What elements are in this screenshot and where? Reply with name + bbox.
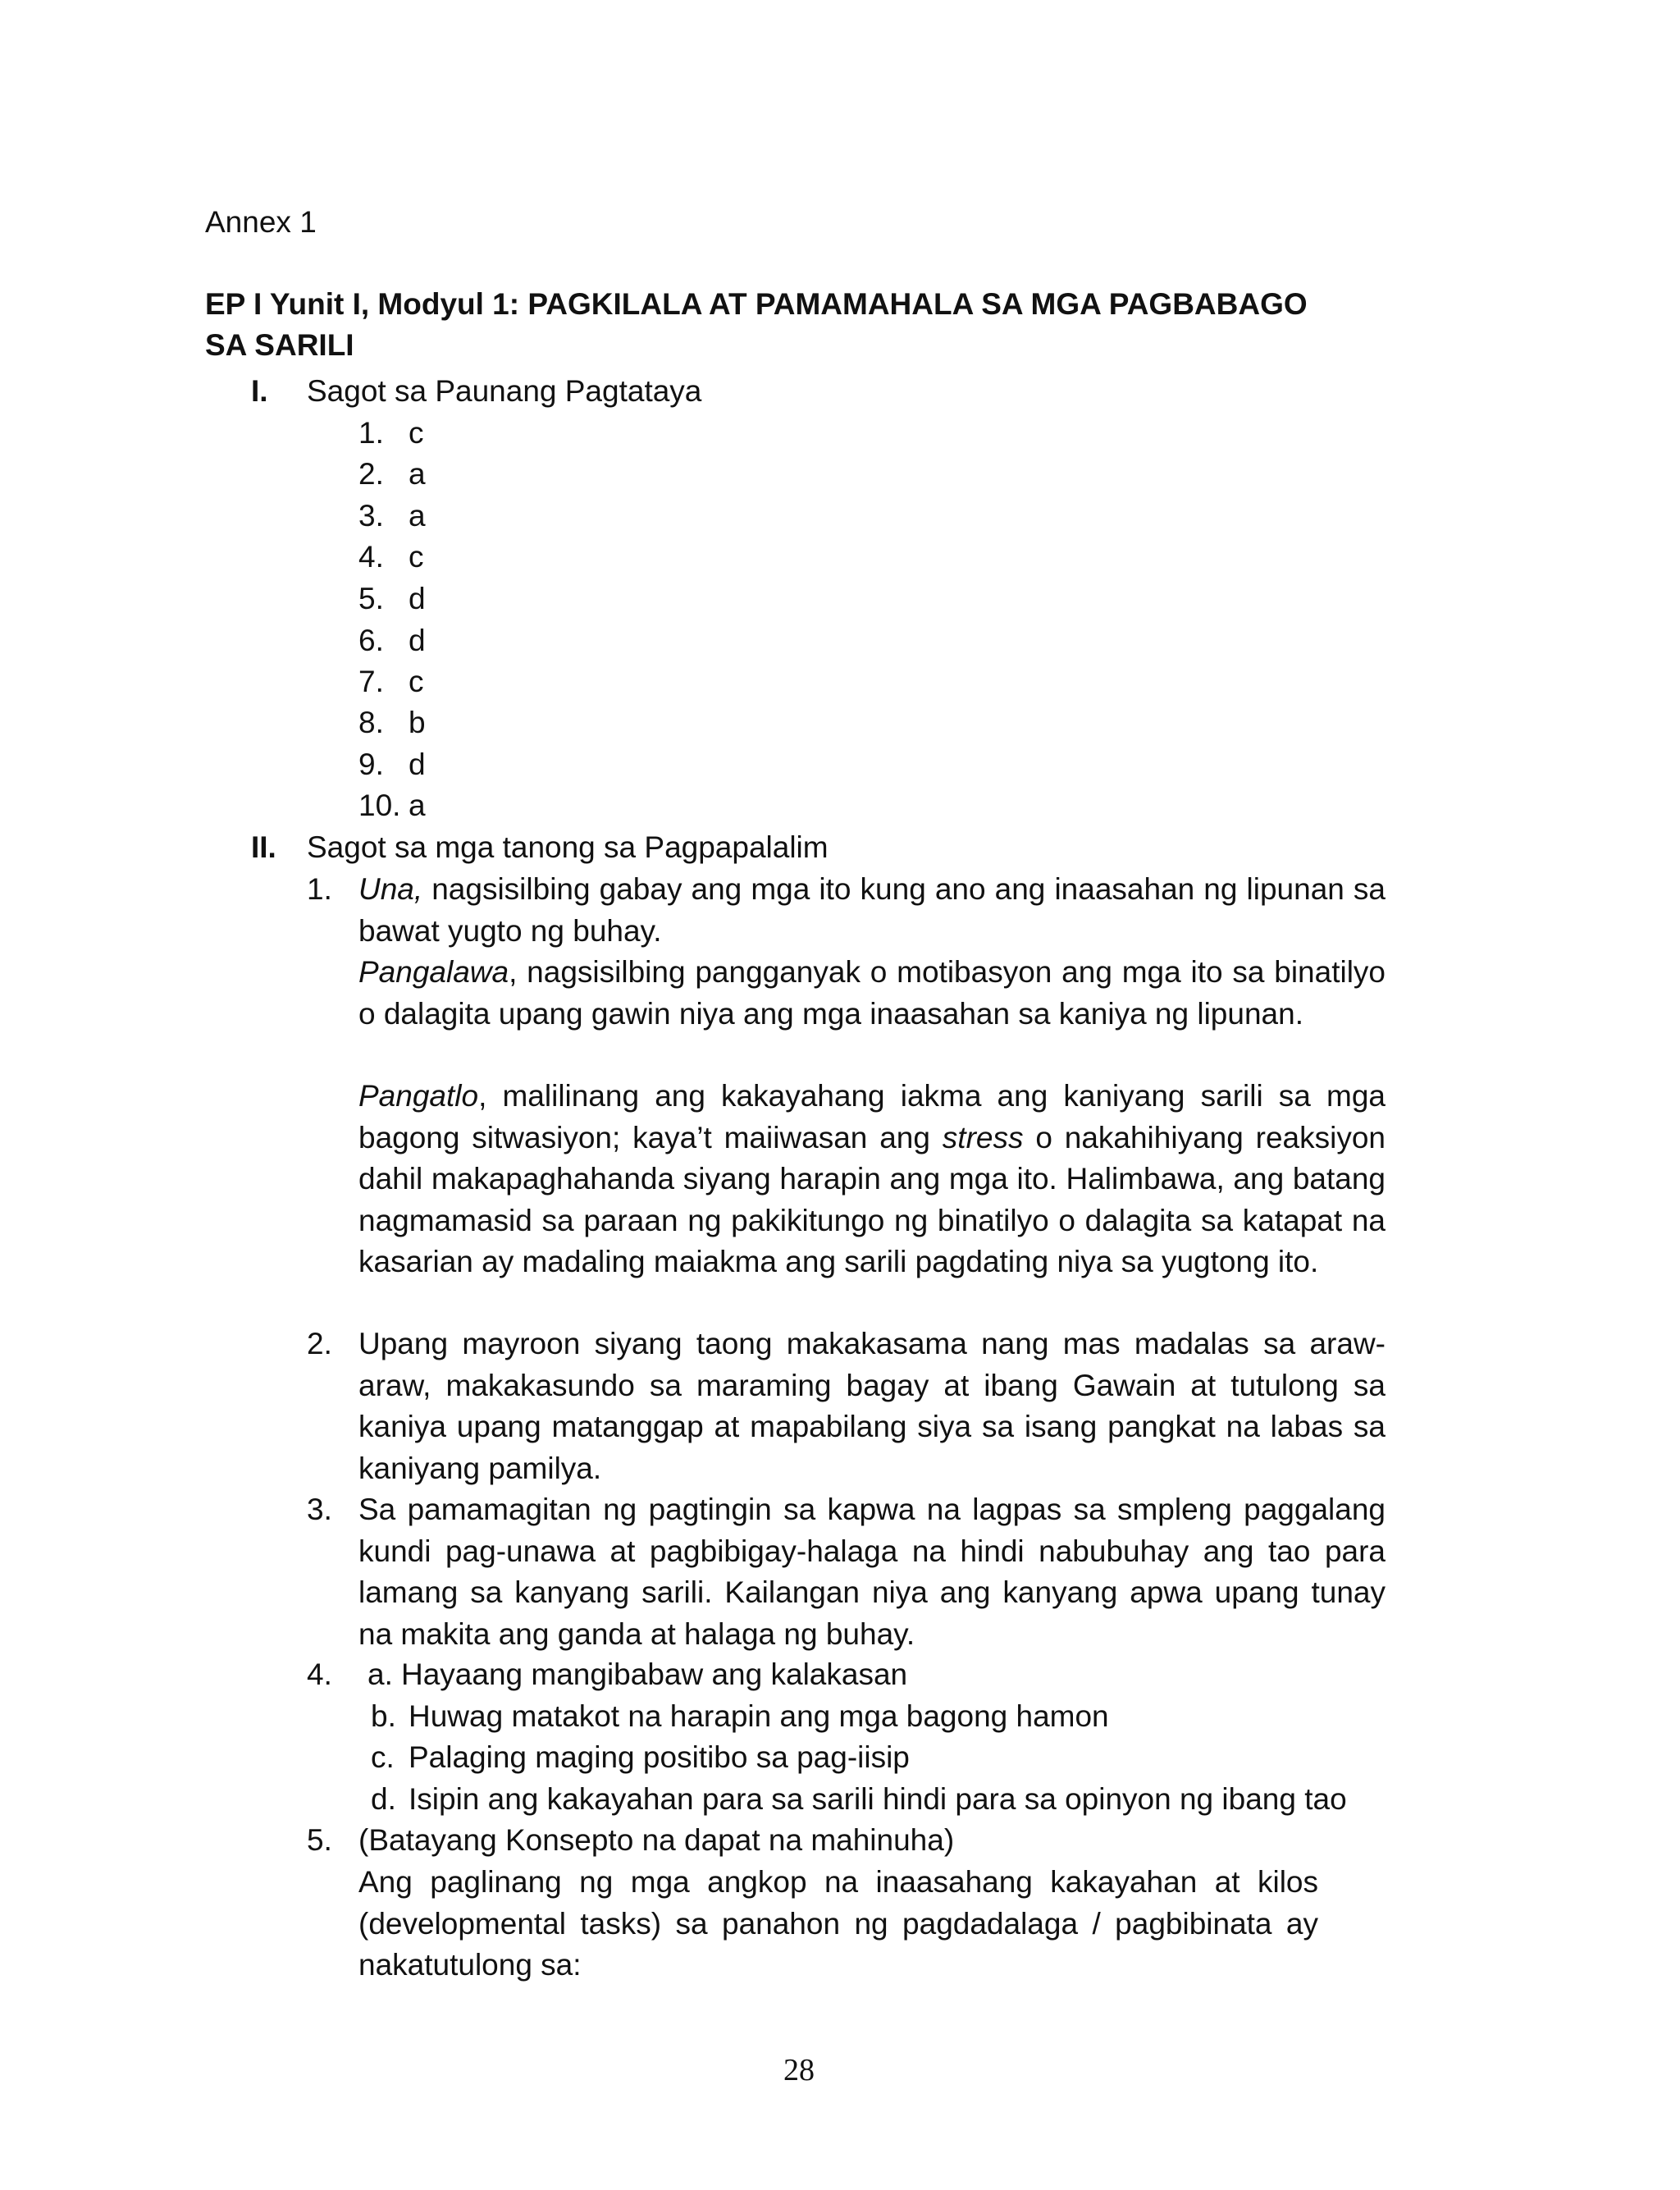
answer-number: 9. [358,748,384,781]
answer-paragraph [358,1076,1386,1283]
answer-paragraph [358,869,1386,952]
answer-paragraph [358,952,1386,1035]
answer-paragraph: Ang paglinang ng mga angkop na inaasahang kakayahan at kilos (developmental tasks) sa panahon ng pagdadalaga / pagbibinata ay nakatutulong sa: [358,1865,1318,1982]
list-item: Palaging maging positibo sa pag-iisip [409,1740,910,1774]
paragraph-text: o nakahihiyang reaksiyon dahil makapaghahanda siyang harapin ang mga ito. Halimbawa, ang batang nagmamasid sa paraan ng pakikitungo ng binatilyo o dalagita sa katapat na kasarian ay madaling maiakma ang sarili pagdating niya sa yugtong ito. [358,1120,1386,1278]
answer-value: a [409,457,426,491]
paragraph-text: , nagsisilbing pangganyak o motibasyon ang mga ito sa binatilyo o dalagita upang gawin niya ang mga inaasahan sa kaniya ng lipunan. [358,955,1386,1031]
answer-value: d [409,624,426,657]
concept-heading: (Batayang Konsepto na dapat na mahinuha) [358,1823,955,1857]
section2-numeral: II. [251,830,276,864]
answer-paragraph: Sa pamamagitan ng pagtingin sa kapwa na lagpas sa smpleng paggalang kundi pag-unawa at pagbibigay-halaga na hindi nabubuhay ang tao para lamang sa kanyang sarili. Kailangan niya ang kanyang apwa upang tunay na makita ang ganda at halaga ng buhay. [358,1493,1386,1651]
answer-value: d [409,748,426,781]
answer-number: 1. [358,416,384,450]
question-number: 3. [307,1493,332,1526]
answer-number: 8. [358,706,384,739]
question-number: 5. [307,1823,332,1857]
emphasis-text: Pangalawa [358,955,509,989]
module-title-line2: SA SARILI [205,328,354,362]
list-item: Hayaang mangibabaw ang kalakasan [401,1657,908,1691]
page-number: 28 [783,2053,815,2087]
answer-value: a [409,789,426,822]
answer-paragraph: Upang mayroon siyang taong makakasama nang mas madalas sa araw-araw, makakasundo sa maraming bagay at ibang Gawain at tutulong sa kaniya upang matanggap at mapabilang siya sa isang pangkat na labas sa kaniyang pamilya. [358,1327,1386,1485]
list-letter: a. [368,1657,393,1691]
emphasis-text: Una, [358,872,423,906]
answer-value: a [409,499,426,533]
paragraph-text: nagsisilbing gabay ang mga ito kung ano ang inaasahan ng lipunan sa bawat yugto ng buhay. [358,872,1386,948]
emphasis-text: stress [942,1120,1024,1154]
list-letter: d. [371,1782,396,1816]
answer-number: 4. [358,540,384,574]
answer-number: 5. [358,582,384,615]
question-number: 2. [307,1327,332,1360]
module-title-line1: EP I Yunit I, Modyul 1: PAGKILALA AT PAMAMAHALA SA MGA PAGBABAGO [205,287,1308,321]
answer-number: 3. [358,499,384,533]
answer-value: c [409,665,424,698]
section1-heading: Sagot sa Paunang Pagtataya [307,374,702,408]
answer-number: 7. [358,665,384,698]
list-letter: b. [371,1699,396,1733]
list-letter: c. [371,1740,395,1774]
answer-number: 6. [358,624,384,657]
answer-value: c [409,416,424,450]
list-item: Isipin ang kakayahan para sa sarili hindi para sa opinyon ng ibang tao [409,1782,1347,1816]
answer-number: 10. [358,789,401,822]
section2-heading: Sagot sa mga tanong sa Pagpapalalim [307,830,829,864]
paragraph-text: , malilinang ang kakayahang iakma ang kaniyang sarili sa mga bagong sitwasiyon; kaya’t maiiwasan ang [358,1079,1386,1154]
answer-value: c [409,540,424,574]
question-number: 1. [307,872,332,906]
emphasis-text: Pangatlo [358,1079,479,1113]
list-item: Huwag matakot na harapin ang mga bagong hamon [409,1699,1109,1733]
answer-value: b [409,706,426,739]
question-number: 4. [307,1657,332,1691]
answer-value: d [409,582,426,615]
section1-numeral: I. [251,374,268,408]
answer-number: 2. [358,457,384,491]
annex-label: Annex 1 [205,205,317,239]
